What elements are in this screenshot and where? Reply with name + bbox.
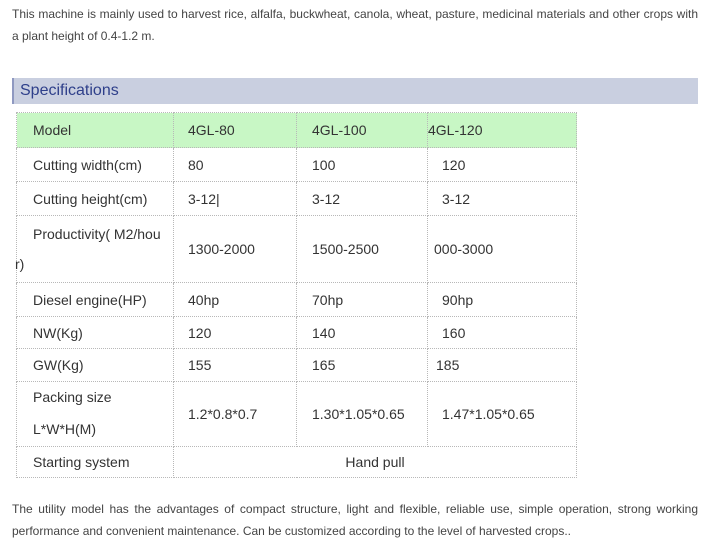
- table-row: [17, 349, 577, 382]
- cell-value: 1500-2500: [312, 241, 379, 257]
- row-label-productivity: Productivity( M2/hou r): [15, 226, 161, 272]
- cell-value: 90hp: [442, 291, 474, 308]
- outro-paragraph: The utility model has the advantages of compact structure, light and flexible, reliable use, simple operation, strong working performance and convenient maintenance. Can be customized according to the level of harvested crops..: [12, 502, 698, 538]
- specifications-header: [12, 78, 698, 104]
- row-label-gw: GW(Kg): [33, 357, 84, 373]
- cell-value: 70hp: [312, 291, 344, 308]
- cell-value: 000-3000: [434, 241, 494, 257]
- cell-value: 155: [188, 357, 212, 373]
- table-row: [17, 216, 577, 283]
- cell-value: 3-12: [442, 190, 471, 207]
- cell-value: 40hp: [188, 291, 220, 308]
- table-row: [17, 317, 577, 349]
- header-4gl-80: 4GL-80: [188, 122, 235, 138]
- table-row: [17, 283, 577, 317]
- cell-value: 1.47*1.05*0.65: [442, 406, 535, 422]
- cell-value-merged: Hand pull: [345, 454, 405, 470]
- cell-value: 1.2*0.8*0.7: [188, 406, 258, 422]
- cell-value: 100: [312, 156, 336, 173]
- cell-value: 80: [188, 156, 204, 173]
- row-label-starting-system: Starting system: [33, 454, 130, 470]
- table-row: [17, 182, 577, 216]
- cell-value: 185: [436, 357, 460, 373]
- row-label-cutting-height: Cutting height(cm): [33, 190, 148, 207]
- row-label-diesel-engine: Diesel engine(HP): [33, 291, 147, 308]
- specifications-title: Specifications: [20, 82, 119, 99]
- cell-value: 160: [442, 324, 466, 341]
- header-model: Model: [33, 122, 72, 138]
- table-row: [17, 382, 577, 447]
- table-row: [17, 148, 577, 182]
- header-4gl-100: 4GL-100: [312, 122, 367, 138]
- cell-value: 1.30*1.05*0.65: [312, 406, 405, 422]
- cell-value: 140: [312, 324, 336, 341]
- cell-value: 120: [442, 156, 466, 173]
- cell-value: 3-12|: [188, 190, 220, 207]
- table-row: [17, 447, 577, 478]
- row-label-nw: NW(Kg): [33, 324, 83, 341]
- cell-value: 1300-2000: [188, 241, 255, 257]
- row-label-cutting-width: Cutting width(cm): [33, 156, 142, 173]
- specifications-table: [16, 112, 577, 478]
- table-header-row: [17, 113, 577, 148]
- header-4gl-120: 4GL-120: [428, 122, 483, 138]
- row-label-packing-size: Packing size L*W*H(M): [33, 389, 112, 437]
- intro-paragraph: This machine is mainly used to harvest rice, alfalfa, buckwheat, canola, wheat, pasture, medicinal materials and other crops with a plant height of 0.4-1.2 m.: [12, 7, 698, 43]
- cell-value: 3-12: [312, 190, 341, 207]
- cell-value: 120: [188, 324, 212, 341]
- cell-value: 165: [312, 357, 336, 373]
